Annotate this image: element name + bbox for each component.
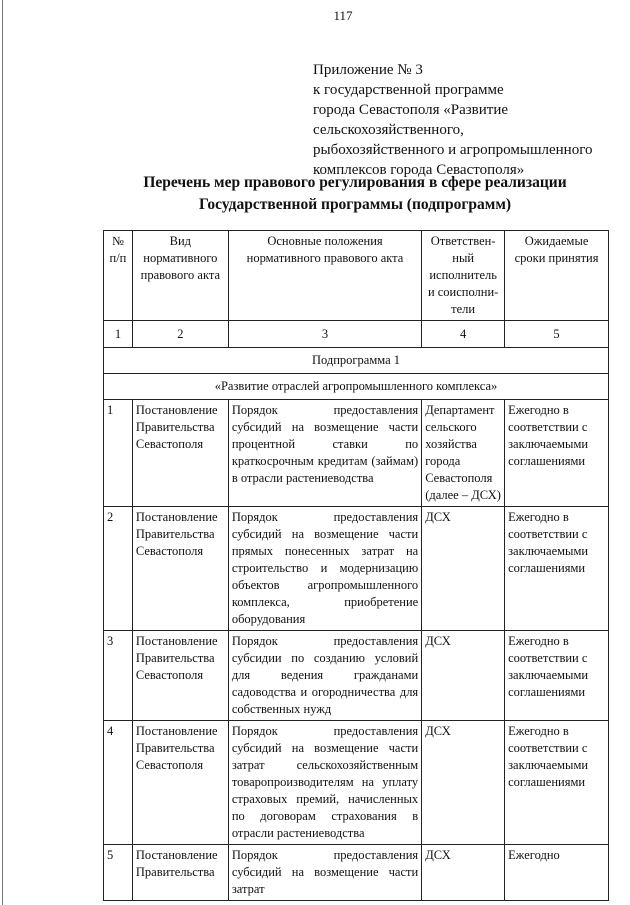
appendix-line: Приложение № 3 [313, 62, 423, 78]
column-number: 1 [104, 321, 133, 348]
column-number: 4 [422, 321, 505, 348]
act-content: Порядок предоставления субсидий на возмещение части затрат [228, 845, 421, 901]
header-cell: Вид нормативного правового акта [132, 231, 228, 321]
appendix-line: к государственной программе [313, 82, 504, 98]
deadline: Ежегодно в соответствии с заключаемыми соглашениями [505, 400, 609, 507]
executor: ДСХ [422, 845, 505, 901]
table-row [104, 507, 609, 631]
subprogram-title-row [104, 374, 609, 400]
page-number: 117 [333, 8, 353, 23]
subprogram-row [104, 348, 609, 374]
table-row [104, 400, 609, 507]
column-number-row [104, 321, 609, 348]
act-type: Постановление Правительства Севастополя [132, 721, 228, 845]
act-content: Порядок предоставления субсидий на возмещение части процентной ставки по краткосрочным кредитам (займам) в отрасли растениеводства [228, 400, 421, 507]
header-cell: Основные положения нормативного правового акта [228, 231, 421, 321]
subprogram-label: Подпрограмма 1 [104, 348, 609, 374]
appendix-line: города Севастополя «Развитие [313, 102, 509, 118]
header-cell: Ожидаемые сроки принятия [505, 231, 609, 321]
executor: ДСХ [422, 631, 505, 721]
row-number: 5 [104, 845, 133, 901]
deadline: Ежегодно в соответствии с заключаемыми соглашениями [505, 721, 609, 845]
executor: Департамент сельского хозяйства города Севастополя (далее – ДСХ) [422, 400, 505, 507]
row-number: 2 [104, 507, 133, 631]
scan-border [2, 0, 3, 905]
deadline: Ежегодно в соответствии с заключаемыми соглашениями [505, 507, 609, 631]
table-row [104, 721, 609, 845]
act-type: Постановление Правительства [132, 845, 228, 901]
appendix-line: рыбохозяйственного и агропромышленного [313, 142, 593, 158]
executor: ДСХ [422, 721, 505, 845]
measures-table [103, 230, 609, 901]
header-cell: Ответствен-ный исполнитель и соисполни-тели [422, 231, 505, 321]
deadline: Ежегодно в соответствии с заключаемыми соглашениями [505, 631, 609, 721]
row-number: 4 [104, 721, 133, 845]
deadline: Ежегодно [505, 845, 609, 901]
act-content: Порядок предоставления субсидий на возмещение части затрат сельскохозяйственным товаропроизводителям на уплату страховых премий, начисленных по договорам страхования в отрасли растениеводства [228, 721, 421, 845]
column-number: 2 [132, 321, 228, 348]
header-cell: № п/п [104, 231, 133, 321]
act-type: Постановление Правительства Севастополя [132, 400, 228, 507]
row-number: 3 [104, 631, 133, 721]
appendix-line: сельскохозяйственного, [313, 122, 464, 138]
executor: ДСХ [422, 507, 505, 631]
appendix-note [313, 60, 593, 180]
act-type: Постановление Правительства Севастополя [132, 631, 228, 721]
appendix-line: комплексов города Севастополя» [313, 162, 525, 178]
subprogram-title: «Развитие отраслей агропромышленного комплекса» [104, 374, 609, 400]
title-line: Государственной программы (подпрограмм) [198, 196, 512, 213]
column-number: 5 [505, 321, 609, 348]
act-type: Постановление Правительства Севастополя [132, 507, 228, 631]
act-content: Порядок предоставления субсидий на возмещение части прямых понесенных затрат на строительство и модернизацию объектов агропромышленного комплекса, приобретение оборудования [228, 507, 421, 631]
column-number: 3 [228, 321, 421, 348]
row-number: 1 [104, 400, 133, 507]
table-row [104, 845, 609, 901]
title-line: Перечень мер правового регулирования в сфере реализации [143, 174, 567, 191]
act-content: Порядок предоставления субсидии по созданию условий для ведения гражданами садоводства и огородничества для собственных нужд [228, 631, 421, 721]
table-row [104, 631, 609, 721]
document-title [100, 172, 610, 216]
table-header-row [104, 231, 609, 321]
